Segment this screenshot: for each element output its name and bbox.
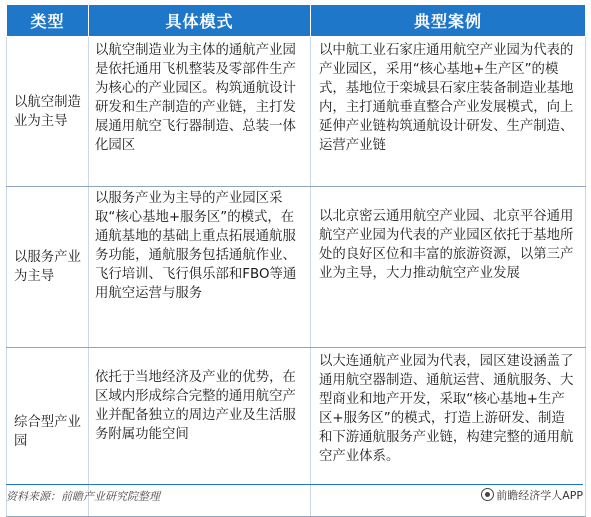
type-text: 综合型产业园 [14,415,81,449]
case-cell: 以中航工业石家庄通用航空产业园为代表的产业园区，采用“核心基地+生产区”的模式，基地位于栾城县石家庄装备制造业基地内，主打通航垂直整合产业发展模式，向上延伸产业链构筑通航设计研发、生产制造、运营产业链 [311,37,586,187]
source-note: 资料来源：前瞻产业研究院整理 [6,490,160,503]
header-type: 类型 [7,5,89,37]
mode-cell: 以航空制造业为主体的通航产业园是依托通用飞机整装及零部件生产为核心的产业园区。构筑通航设计研发和生产制造的产业链，主打发展通用航空飞行器制造、总装一体化园区 [89,37,311,187]
qianzhan-logo-icon [481,488,494,501]
comparison-table-container [6,4,585,517]
type-text: 以航空制造业为主导 [14,94,81,129]
footer [6,484,583,506]
mode-cell: 以服务产业为主导的产业园区采取“核心基地+服务区”的模式，在通航基地的基础上重点拓展通航服务功能，通航服务包括通航作业、飞行培训、飞行俱乐部和FBO等通用航空运营与服务 [89,187,311,348]
table-header-row [7,5,586,37]
type-text: 以服务产业为主导 [14,250,81,284]
type-cell [7,187,89,348]
type-cell [7,37,89,187]
comparison-table [6,4,586,517]
table-row [7,187,586,348]
case-cell: 以大连通航产业园为代表，园区建设涵盖了通用航空器制造、通航运营、通航服务、大型商业和地产开发，采取“核心基地+生产区+服务区”的模式，打造上游研发、制造和下游通航服务产业链，构建完整的通用航空产业体系。 [311,348,586,517]
brand-credit [481,487,583,503]
case-cell: 以北京密云通用航空产业园、北京平谷通用航空产业园为代表的产业园区依托于基地所处的良好区位和丰富的旅游资源，以第三产业为主导，大力推动航空产业发展 [311,187,586,348]
table-row [7,37,586,187]
header-case: 典型案例 [311,5,586,37]
header-mode: 具体模式 [89,5,311,37]
mode-cell: 依托于当地经济及产业的优势，在区域内形成综合完整的通用航空产业并配备独立的周边产业及生活服务附属功能空间 [89,348,311,517]
brand-label: 前瞻经济学人APP [496,489,583,502]
